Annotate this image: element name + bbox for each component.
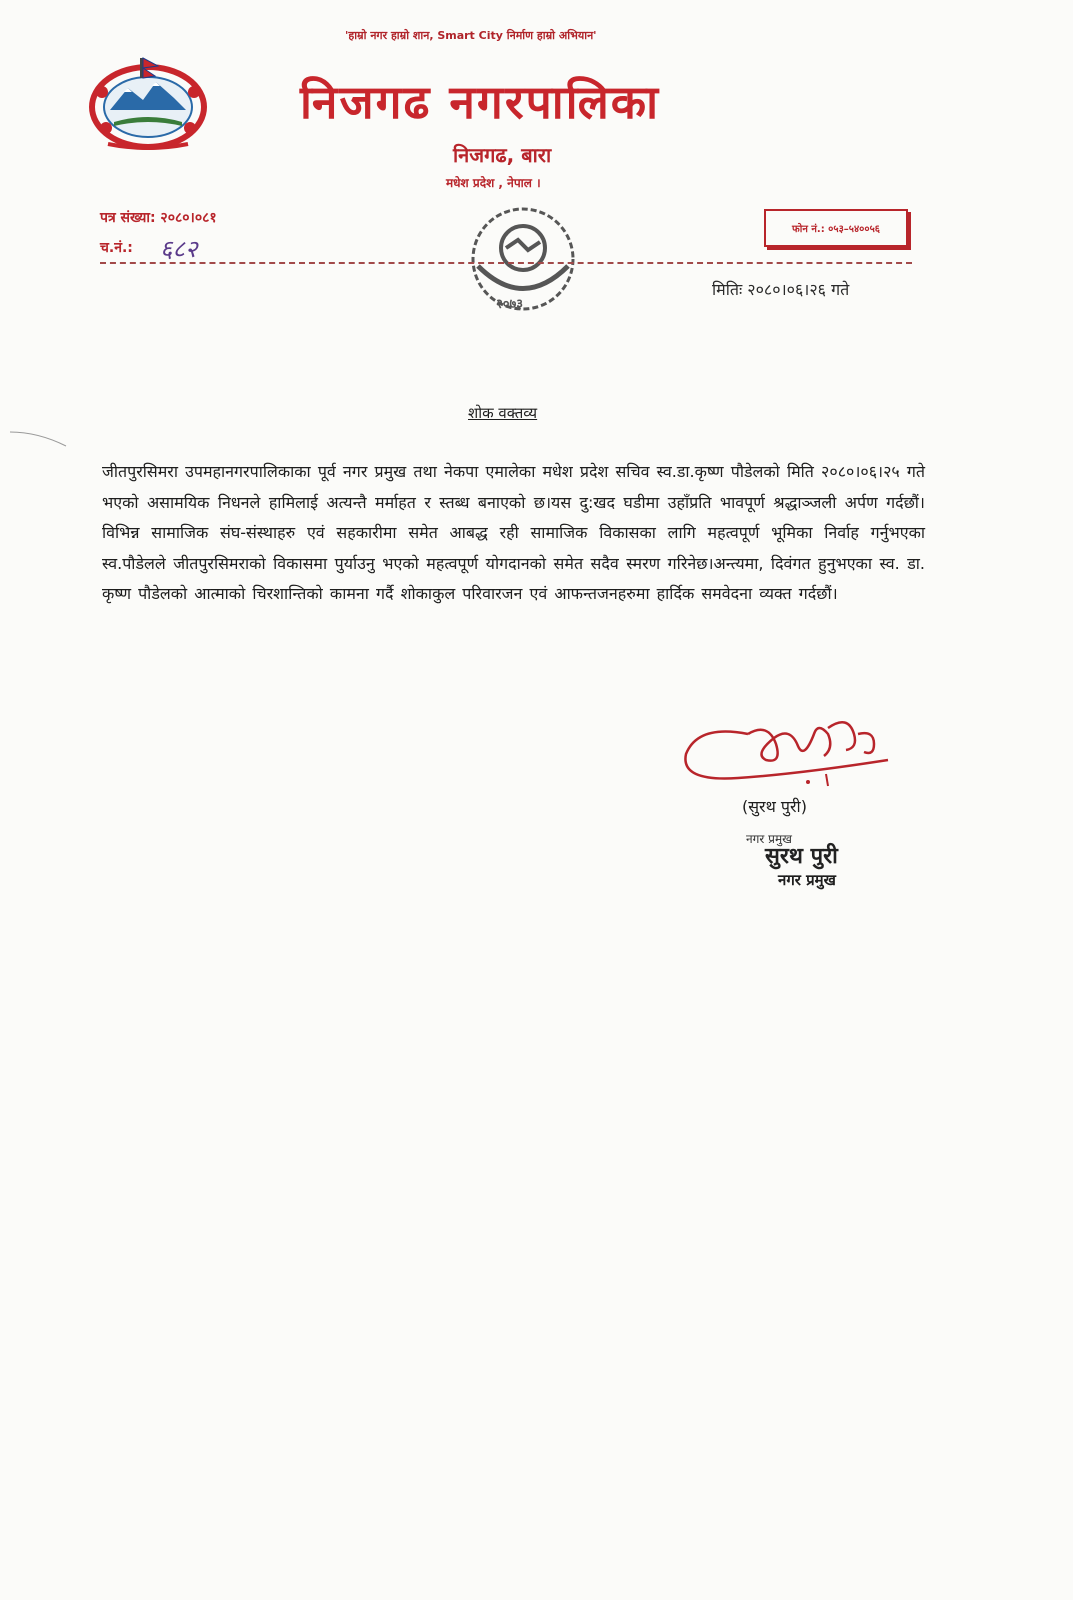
reference-number: पत्र संख्या: २०८०।०८१	[100, 210, 217, 226]
letter-date: मितिः २०८०।०६।२६ गते	[712, 280, 850, 299]
org-name-title: निजगढ नगरपालिका	[300, 75, 661, 129]
letter-body: जीतपुरसिमरा उपमहानगरपालिकाका पूर्व नगर प्रमुख तथा नेकपा एमालेका मधेश प्रदेश सचिव स्व.डा.कृष्ण पौडेलको मिति २०८०।०६।२५ गते भएको असामयिक निधनले हामिलाई अत्यन्तै मर्माहत र स्तब्ध बनाएको छ।यस दु:खद घडीमा उहाँप्रति भावपूर्ण श्रद्धाञ्जली अर्पण गर्दछौं।विभिन्न सामाजिक संघ-संस्थाहरु एवं सहकारीमा समेत आबद्ध रही सामाजिक विकासका लागि महत्वपूर्ण भूमिका निर्वाह गर्नुभएका स्व.पौडेलले जीतपुरसिमराको विकासमा पुर्याउनु भएको महत्वपूर्ण योगदानको समेत सदैव स्मरण गरिनेछ।अन्त्यमा, दिवंगत हुनुभएका स्व. डा. कृष्ण पौडेलको आत्माको चिरशान्तिको कामना गर्दै शोकाकुल परिवारजन एवं आफन्तजनहरुमा हार्दिक समवेदना व्यक्त गर्दछौं।	[102, 462, 925, 603]
seal-year: २०७३	[496, 297, 524, 312]
chalan-number: ६८२	[160, 235, 198, 263]
slogan: 'हाम्रो नगर हाम्रो शान, Smart City निर्माण हाम्रो अभियान'	[345, 29, 597, 42]
signer-name-parenthetical: (सुरथ पुरी)	[742, 797, 807, 816]
signer-stamp-name: सुरथ पुरी	[765, 843, 838, 869]
chalan-label: च.नं.:	[100, 240, 133, 256]
nepal-municipality-emblem-icon	[88, 52, 208, 152]
signer-stamp-overlay: नगर प्रमुख	[746, 832, 792, 846]
municipality-seal-icon	[458, 196, 588, 322]
phone-number: फोन नं.: ०५३–५४००५६	[792, 224, 880, 235]
margin-mark-decoration	[8, 428, 68, 448]
signer-title: नगर प्रमुख	[778, 871, 836, 889]
org-address-line2: मधेश प्रदेश , नेपाल ।	[446, 176, 541, 190]
org-address-line1: निजगढ, बारा	[453, 143, 552, 167]
letter-heading: शोक वक्तव्य	[468, 404, 538, 422]
phone-box	[764, 209, 908, 247]
header-divider	[100, 262, 912, 264]
handwritten-signature-icon	[678, 704, 894, 794]
